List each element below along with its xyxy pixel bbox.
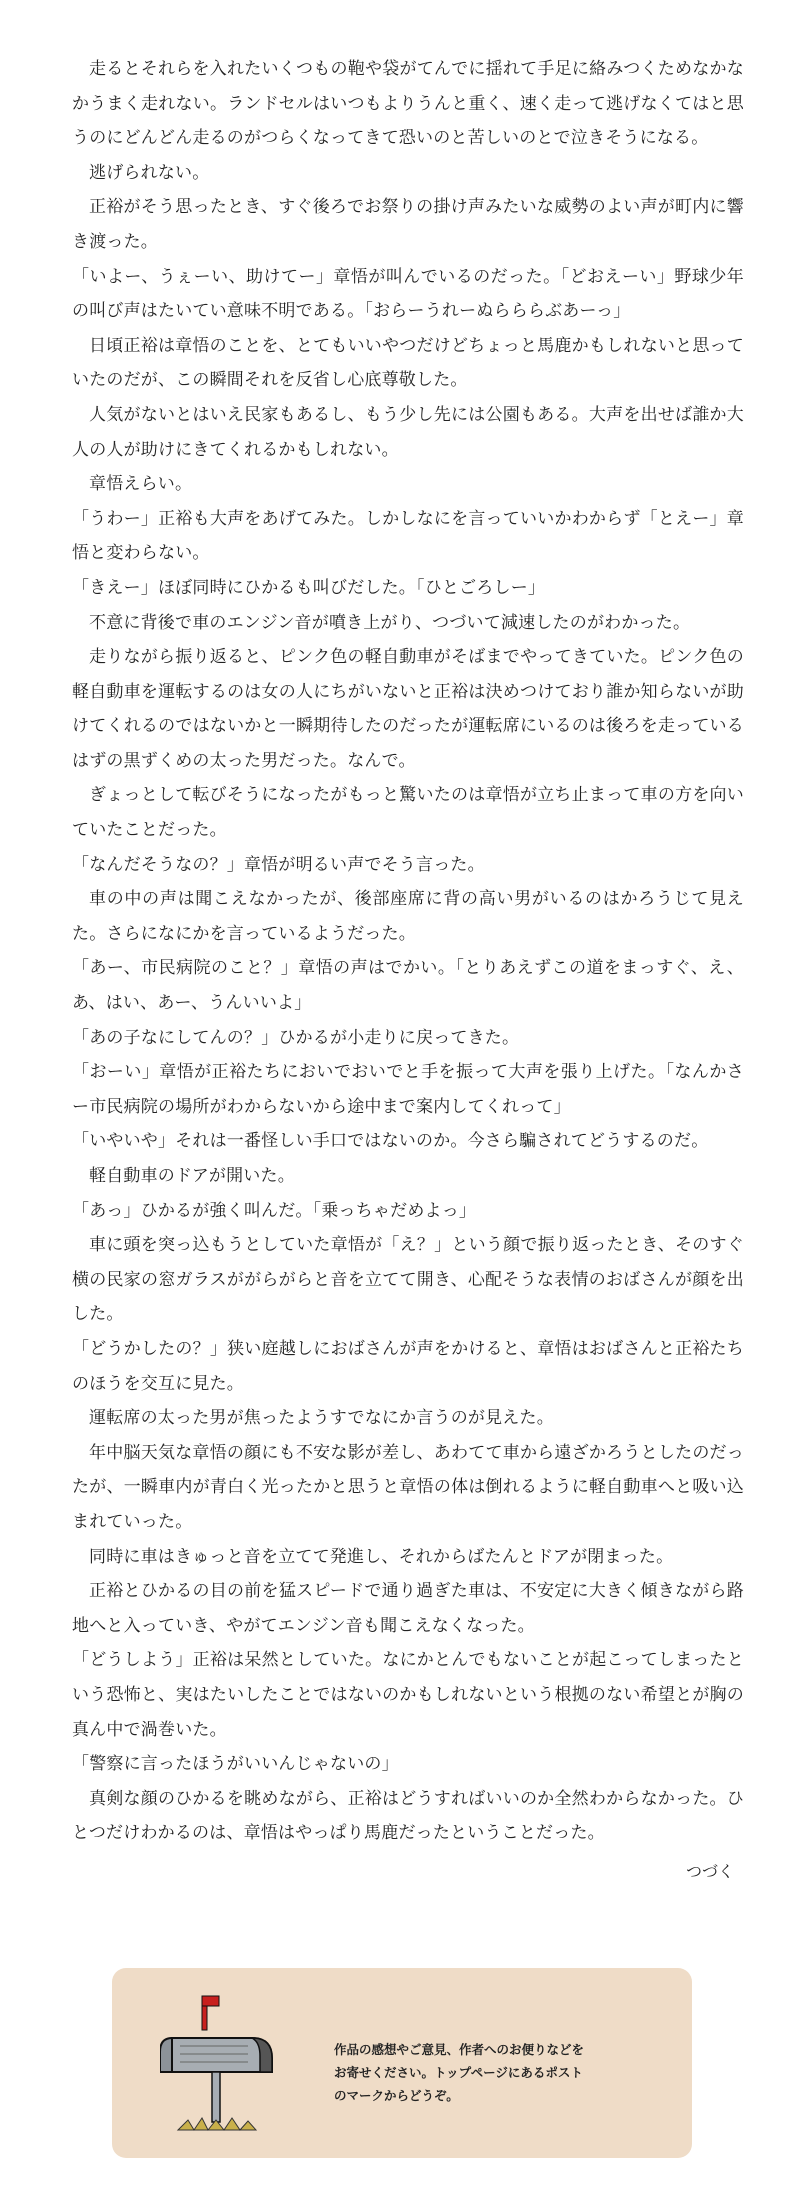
story-paragraph: 「おーい」章悟が正裕たちにおいでおいでと手を振って大声を張り上げた。「なんかさー市民病院の場所がわからないから途中まで案内してくれって」 [72, 1062, 744, 1117]
story-paragraph: 日頃正裕は章悟のことを、とてもいいやつだけどちょっと馬鹿かもしれないと思っていたのだが、この瞬間それを反省し心底尊敬した。 [72, 335, 744, 391]
story-paragraph: 軽自動車のドアが開いた。 [89, 1166, 295, 1186]
story-paragraph: 章悟えらい。 [89, 474, 193, 495]
story-paragraph: 車に頭を突っ込もうとしていた章悟が「え？」という顔で振り返ったとき、そのすぐ横の民家の窓ガラスががらがらと音を立てて開き、心配そうな表情のおばさんが顔を出した。 [72, 1235, 744, 1325]
story-paragraph: 「きえー」ほぼ同時にひかるも叫びだした。「ひとごろしー」 [72, 577, 546, 598]
story-paragraph: 「どうしよう」正裕は呆然としていた。なにかとんでもないことが起こってしまったという恐怖と、実はたいしたことではないのかもしれないという根拠のない希望とが胸の真ん中で渦巻いた。 [72, 1650, 744, 1740]
story-paragraph: 「警察に言ったほうがいいんじゃないの」 [72, 1754, 399, 1775]
story-paragraph: 「なんだそうなの？」章悟が明るい声でそう言った。 [72, 854, 485, 875]
story-paragraph: 走るとそれらを入れたいくつもの鞄や袋がてんでに揺れて手足に絡みつくためなかなかうまく走れない。ランドセルはいつもよりうんと重く、速く走って逃げなくてはと思うのにどんどん走るのがつらくなってきて恐いのと苦しいのとで泣きそうになる。 [72, 59, 744, 149]
story-paragraph: 運転席の太った男が焦ったようすでなにか言うのが見えた。 [89, 1408, 554, 1429]
story-paragraph: 真剣な顔のひかるを眺めながら、正裕はどうすればいいのか全然わからなかった。ひとつだけわかるのは、章悟はやっぱり馬鹿だったということだった。 [72, 1788, 744, 1844]
story-paragraph: 同時に車はきゅっと音を立てて発進し、それからばたんとドアが閉まった。 [89, 1546, 674, 1567]
story-paragraph: 「いやいや」それは一番怪しい手口ではないのか。今さら騙されてどうするのだ。 [72, 1131, 709, 1152]
mailbox-icon[interactable] [160, 1990, 290, 2140]
feedback-panel [112, 1968, 692, 2158]
story-paragraph: 正裕とひかるの目の前を猛スピードで通り過ぎた車は、不安定に大きく傾きながら路地へと入っていき、やがてエンジン音も聞こえなくなった。 [72, 1581, 744, 1636]
story-body [72, 52, 744, 1882]
story-paragraph: 不意に背後で車のエンジン音が噴き上がり、つづいて減速したのがわかった。 [89, 612, 691, 633]
story-paragraph: 「あの子なにしてんの？」ひかるが小走りに戻ってきた。 [72, 1027, 520, 1048]
story-paragraph: 逃げられない。 [89, 162, 210, 183]
story-paragraph: 「うわー」正裕も大声をあげてみた。しかしなにを言っていいかわからず「とえー」章悟と変わらない。 [72, 508, 744, 564]
story-paragraph: 人気がないとはいえ民家もあるし、もう少し先には公園もある。大声を出せば誰か大人の人が助けにきてくれるかもしれない。 [72, 404, 744, 460]
story-paragraph: 車の中の声は聞こえなかったが、後部座席に背の高い男がいるのはかろうじて見えた。さらになにかを言っているようだった。 [72, 889, 744, 944]
story-paragraph: 「いよー、うぇーい、助けてー」章悟が叫んでいるのだった。「どおえーい」野球少年の叫び声はたいてい意味不明である。「おらーうれーぬらららぶあーっ」 [72, 266, 744, 322]
story-paragraph: 「あー、市民病院のこと？」章悟の声はでかい。「とりあえずこの道をまっすぐ、え、あ、はい、あー、うんいいよ」 [72, 958, 744, 1014]
story-paragraph: 正裕がそう思ったとき、すぐ後ろでお祭りの掛け声みたいな威勢のよい声が町内に響き渡った。 [72, 197, 744, 252]
feedback-text: 作品の感想やご意見、作者へのお便りなどを お寄せください。トップページにあるポスト のマークからどうぞ。 [334, 2042, 585, 2103]
story-paragraph: 走りながら振り返ると、ピンク色の軽自動車がそばまでやってきていた。ピンク色の軽自動車を運転するのは女の人にちがいないと正裕は決めつけており誰か知らないが助けてくれるのではないかと一瞬期待したのだったが運転席にいるのは後ろを走っているはずの黒ずくめの太った男だった。なんで。 [72, 647, 744, 771]
continued-label: つづく [685, 1861, 734, 1881]
story-paragraph: ぎょっとして転びそうになったがもっと驚いたのは章悟が立ち止まって車の方を向いていたことだった。 [72, 785, 744, 841]
story-paragraph: 年中脳天気な章悟の顔にも不安な影が差し、あわてて車から遠ざかろうとしたのだったが、一瞬車内が青白く光ったかと思うと章悟の体は倒れるように軽自動車へと吸い込まれていった。 [72, 1442, 744, 1532]
story-paragraphs [72, 52, 744, 1851]
story-paragraph: 「あっ」ひかるが強く叫んだ。「乗っちゃだめよっ」 [72, 1200, 477, 1221]
story-paragraph: 「どうかしたの？」狭い庭越しにおばさんが声をかけると、章悟はおばさんと正裕たちのほうを交互に見た。 [72, 1338, 744, 1394]
